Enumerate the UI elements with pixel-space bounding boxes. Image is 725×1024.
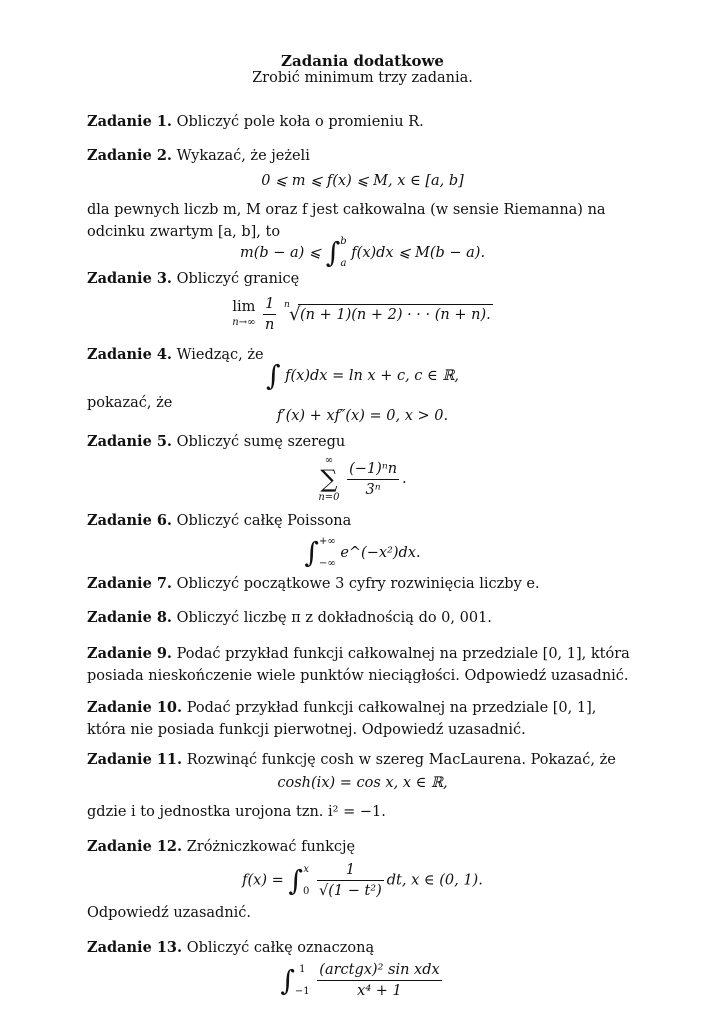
task-5-formula: ∞ ∑ n=0 $\frac{\text{(−1)ⁿn}}{\text{3ⁿ}}$ . (318, 455, 407, 503)
task-label: Zadanie 1. (87, 113, 172, 130)
task-text: Obliczyć całkę Poissona (176, 513, 352, 529)
task-text: Obliczyć granicę (176, 271, 300, 287)
document-subtitle: Zrobić minimum trzy zadania. (252, 70, 473, 86)
task-text: Obliczyć całkę oznaczoną (186, 940, 375, 956)
task-label: Zadanie 6. (87, 512, 172, 529)
task-12-formula: f(x) = ∫ x 0 $\frac{1}{\text{√(1 − t²)}}$ dt, x ∈ (0, 1). (242, 862, 483, 899)
task-13-formula (0, 960, 725, 1001)
task-12-text-2: Odpowiedź uzasadnić. (87, 905, 252, 921)
task-6 (87, 510, 639, 532)
fraction: $\frac{1}{n}$ (265, 296, 275, 333)
task-12 (87, 836, 639, 858)
task-5 (87, 431, 639, 453)
task-10 (87, 697, 639, 741)
task-9 (87, 643, 639, 687)
task-6-formula: ∫ +∞ −∞ e^(−x²)dx. (304, 536, 421, 569)
task-2-formula-2 (0, 236, 725, 270)
integral-limits: x 0 (302, 863, 310, 897)
task-4-formula-2: f′(x) + xf″(x) = 0, x > 0. (276, 408, 449, 424)
task-text: Obliczyć sumę szeregu (176, 434, 346, 450)
fraction: $\frac{\text{(−1)ⁿn}}{\text{3ⁿ}}$ (349, 460, 398, 498)
task-label: Zadanie 9. (87, 645, 172, 662)
task-label: Zadanie 2. (87, 147, 172, 164)
sum-sign: ∞ ∑ n=0 (318, 455, 340, 503)
task-label: Zadanie 3. (87, 270, 172, 287)
integral-sign: ∫ (288, 863, 303, 897)
integral-sign: ∫ (280, 963, 295, 997)
integral-limits: 1 −1 (294, 963, 310, 997)
task-label: Zadanie 11. (87, 751, 183, 768)
integral-sign: ∫ (265, 359, 281, 392)
task-2-text-2: dla pewnych liczb m, M oraz f jest całkowalna (w sensie Riemanna) na odcinku zwartym [a, b], to (87, 202, 606, 240)
task-label: Zadanie 8. (87, 609, 172, 626)
task-text: Wykazać, że jeżeli (176, 148, 310, 164)
task-text: Obliczyć liczbę π z dokładnością do 0, 001. (176, 610, 492, 626)
task-4-formula-1: ∫ f(x)dx = ln x + c, c ∈ ℝ, (265, 359, 460, 392)
task-label: Zadanie 10. (87, 699, 183, 716)
integral-sign: ∫ (304, 536, 319, 569)
nth-root: n √ (n + 1)(n + 2) · · · (n + n). (283, 300, 491, 325)
task-3 (87, 268, 639, 290)
task-label: Zadanie 7. (87, 575, 172, 592)
task-text: Obliczyć pole koła o promieniu R. (176, 114, 424, 130)
task-11-text-2: gdzie i to jednostka urojona tzn. i² = −1. (87, 804, 386, 820)
formula-integrand: f(x)dx ⩽ M(b − a). (351, 245, 486, 261)
task-8 (87, 607, 639, 629)
task-label: Zadanie 13. (87, 939, 183, 956)
fraction: $\frac{\text{(arctgx)² sin xdx}}{\text{x⁴ + 1}}$ (319, 962, 440, 999)
task-label: Zadanie 12. (87, 838, 183, 855)
task-text: Podać przykład funkcji całkowalnej na przedziale [0, 1], która posiada nieskończenie wiele punktów nieciągłości. Odpowiedź uzasadnić. (87, 646, 630, 684)
formula-left: m(b − a) ⩽ (239, 245, 322, 261)
limit: lim n→∞ (232, 298, 256, 328)
task-3-formula (0, 294, 725, 335)
task-text: Wiedząc, że (176, 347, 264, 363)
task-text: Rozwinąć funkcję cosh w szereg MacLaurena. Pokazać, że (186, 752, 616, 768)
integral-sign: ∫ (325, 236, 341, 269)
task-text: Podać przykład funkcji całkowalnej na przedziale [0, 1], która nie posiada funkcji pierwotnej. Odpowiedź uzasadnić. (87, 700, 597, 738)
task-11 (87, 749, 639, 771)
task-label: Zadanie 5. (87, 433, 172, 450)
task-text: Zróżniczkować funkcję (186, 839, 356, 855)
integral-limits: b a (340, 236, 347, 269)
task-1 (87, 111, 639, 133)
task-2-formula-1: 0 ⩽ m ⩽ f(x) ⩽ M, x ∈ [a, b] (261, 173, 464, 189)
task-label: Zadanie 4. (87, 346, 172, 363)
task-13 (87, 937, 639, 959)
task-4-text-2: pokazać, że (87, 395, 173, 411)
task-11-formula: cosh(ix) = cos x, x ∈ ℝ, (277, 775, 448, 791)
fraction: $\frac{1}{\text{√(1 − t²)}}$ (318, 862, 382, 899)
task-text: Obliczyć początkowe 3 cyfry rozwinięcia liczby e. (176, 576, 540, 592)
document-title: Zadania dodatkowe (281, 52, 444, 70)
task-7 (87, 573, 639, 595)
task-2 (87, 145, 639, 167)
integral-limits: +∞ −∞ (319, 536, 336, 569)
